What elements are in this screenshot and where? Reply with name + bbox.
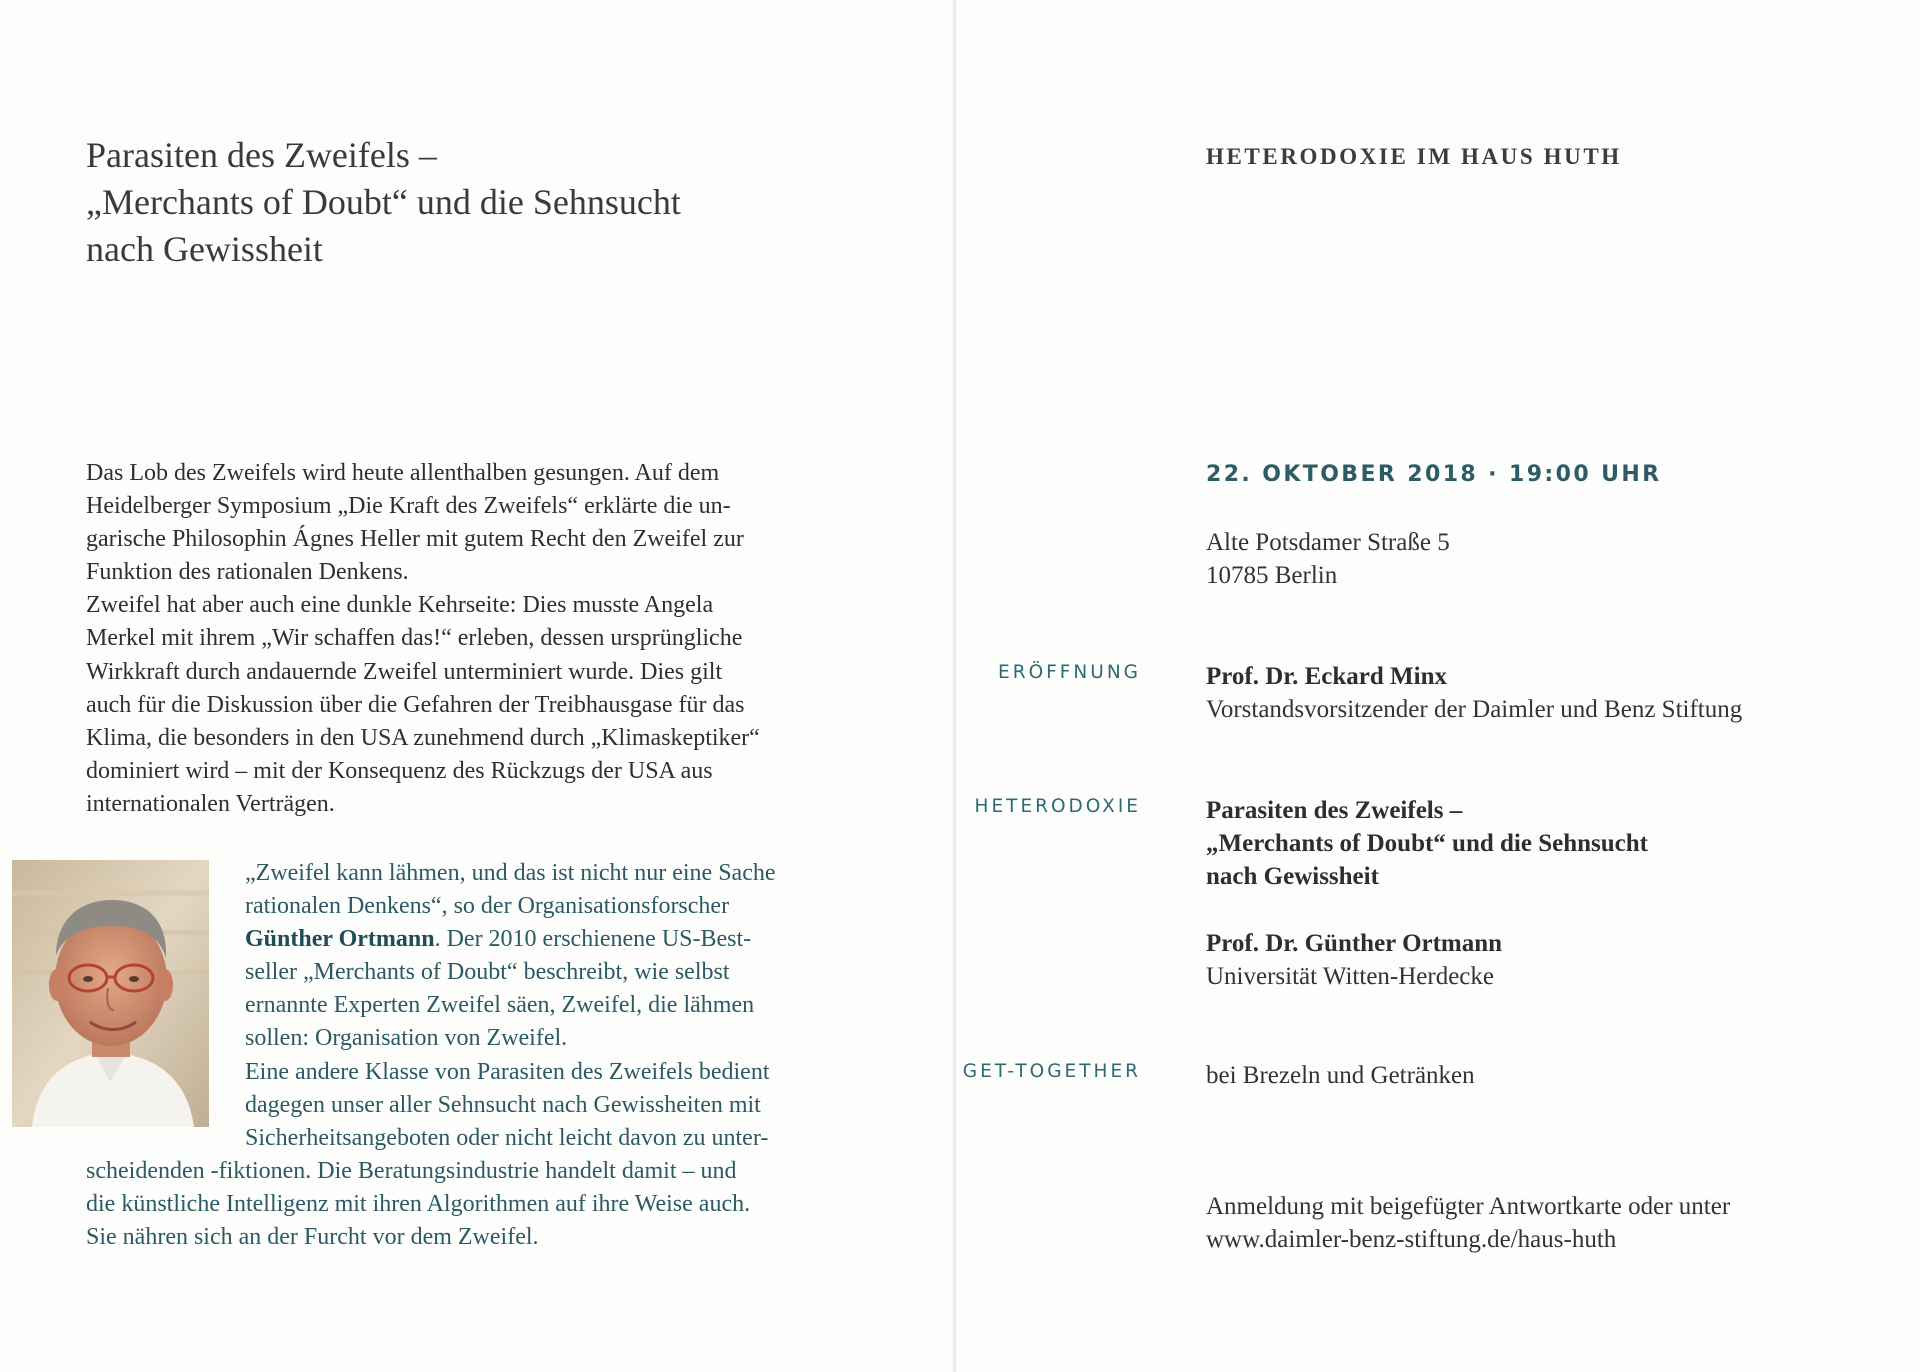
text-line: Wirkkraft durch andauernde Zweifel unterminiert wurde. Dies gilt [86, 658, 723, 685]
text-line: „Zweifel kann lähmen, und das ist nicht nur eine Sache [245, 860, 776, 886]
text-line: sollen: Organisation von Zweifel. [245, 1025, 568, 1052]
address-line: 10785 Berlin [1206, 562, 1338, 589]
title-line: nach Gewissheit [86, 229, 323, 269]
page-title [86, 132, 826, 273]
registration-note [1206, 1190, 1730, 1256]
text-line: Funktion des rationalen Denkens. [86, 559, 409, 586]
text-line: Eine andere Klasse von Parasiten des Zweifels bedient [245, 1058, 770, 1085]
lecture-title-line: Parasiten des Zweifels – [1206, 797, 1463, 824]
get-together-text: bei Brezeln und Getränken [1206, 1062, 1475, 1089]
text-line: scheidenden -fiktionen. Die Beratungsindustrie handelt damit – und [86, 1157, 737, 1184]
speaker-name: Prof. Dr. Günther Ortmann [1206, 930, 1503, 957]
speaker-affiliation: Universität Witten-Herdecke [1206, 963, 1495, 990]
lecture-title-line: „Merchants of Doubt“ und die Sehnsucht [1206, 830, 1648, 857]
speaker-role: Vorstandsvorsitzender der Daimler und Benz Stiftung [1206, 696, 1743, 723]
program-label: HETERODOXIE [974, 796, 1141, 817]
title-line: „Merchants of Doubt“ und die Sehnsucht [86, 182, 681, 222]
series-title: HETERODOXIE IM HAUS HUTH [1206, 144, 1622, 169]
spacer [1206, 893, 1648, 927]
right-page [956, 0, 1920, 1372]
text-line: internationalen Verträgen. [86, 790, 335, 817]
text-line: ernannte Experten Zweifel säen, Zweifel, die lähmen [245, 992, 755, 1019]
registration-url: www.daimler-benz-stiftung.de/haus-huth [1206, 1226, 1617, 1253]
program-content [1206, 1059, 1475, 1092]
text-line: Sie nähren sich an der Furcht vor dem Zweifel. [86, 1224, 539, 1251]
intro-paragraph [86, 457, 876, 821]
text-line: seller „Merchants of Doubt“ beschreibt, wie selbst [245, 959, 730, 986]
program-content [1206, 660, 1742, 726]
text-line: dominiert wird – mit der Konsequenz des Rückzugs der USA aus [86, 757, 713, 784]
text-line: dagegen unser aller Sehnsucht nach Gewissheiten mit [245, 1091, 761, 1118]
program-label: GET-TOGETHER [962, 1061, 1141, 1082]
text-line: Merkel mit ihrem „Wir schaffen das!“ erleben, dessen ursprüngliche [86, 625, 743, 652]
event-address [1206, 526, 1450, 592]
text-line: Zweifel hat aber auch eine dunkle Kehrseite: Dies musste Angela [86, 592, 714, 619]
text-line: rationalen Denkens“, so der Organisationsforscher [245, 893, 730, 920]
text-line: Das Lob des Zweifels wird heute allenthalben gesungen. Auf dem [86, 460, 720, 486]
text-line: Sicherheitsangeboten oder nicht leicht davon zu unter- [245, 1124, 769, 1151]
text-line: auch für die Diskussion über die Gefahren der Treibhausgase für das [86, 691, 745, 718]
text-line: die künstliche Intelligenz mit ihren Algorithmen auf ihre Weise auch. [86, 1190, 751, 1217]
text-fragment: . Der 2010 erschienene US-Best- [434, 926, 752, 953]
title-line: Parasiten des Zweifels – [86, 135, 437, 175]
text-line: Klima, die besonders in den USA zunehmend durch „Klimaskeptiker“ [86, 724, 760, 751]
lecture-title-line: nach Gewissheit [1206, 863, 1379, 890]
text-line [86, 923, 886, 956]
speaker-name: Prof. Dr. Eckard Minx [1206, 663, 1447, 690]
address-line: Alte Potsdamer Straße 5 [1206, 529, 1450, 556]
program-label: ERÖFFNUNG [998, 662, 1141, 683]
event-date: 22. OKTOBER 2018 · 19:00 UHR [1206, 462, 1662, 487]
text-line: garische Philosophin Ágnes Heller mit gutem Recht den Zweifel zur [86, 526, 744, 553]
speaker-name: Günther Ortmann [245, 926, 435, 953]
quote-paragraph [86, 857, 886, 1254]
left-page [0, 0, 953, 1372]
text-line: Heidelberger Symposium „Die Kraft des Zweifels“ erklärte die un- [86, 493, 731, 520]
program-content [1206, 794, 1648, 993]
registration-line: Anmeldung mit beigefügter Antwortkarte oder unter [1206, 1193, 1731, 1220]
